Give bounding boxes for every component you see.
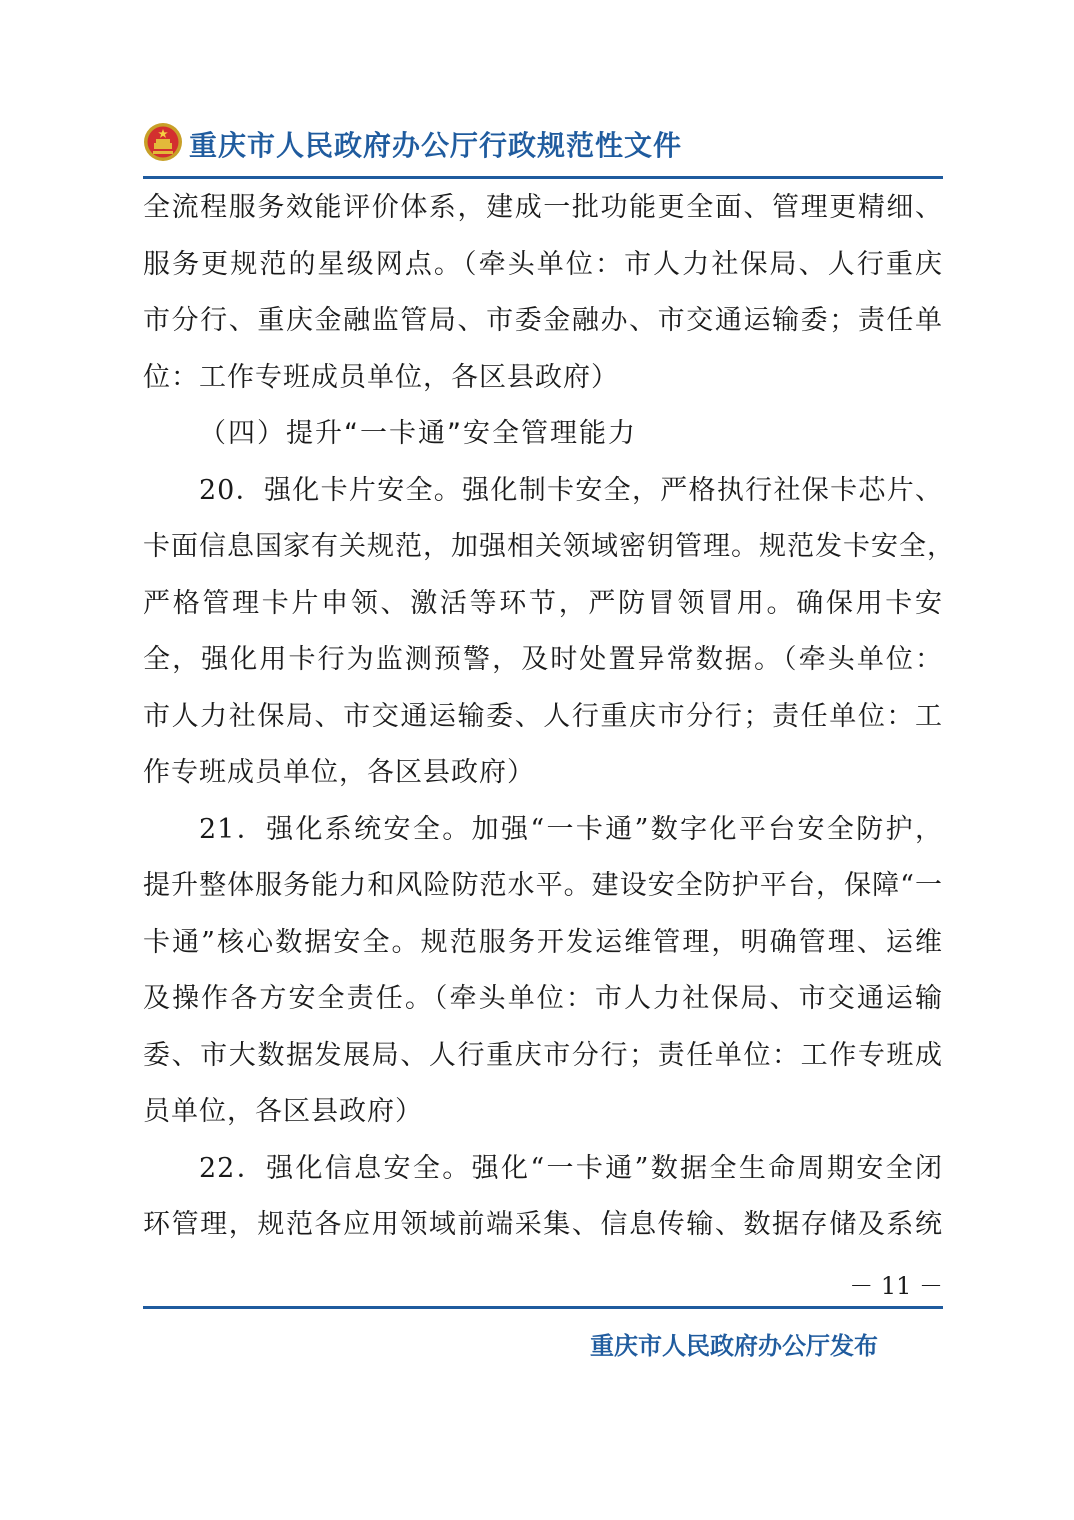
body-line: 全，强化用卡行为监测预警，及时处置异常数据。（牵头单位：	[143, 644, 943, 675]
body-line: 21．强化系统安全。加强“一卡通”数字化平台安全防护，	[199, 813, 943, 845]
document-body	[143, 180, 955, 1254]
document-header	[143, 118, 943, 174]
body-line: 提升整体服务能力和风险防范水平。建设安全防护平台，保障“一	[143, 870, 943, 901]
body-line: 环管理，规范各应用领域前端采集、信息传输、数据存储及系统	[143, 1209, 943, 1240]
body-line: 市人力社保局、市交通运输委、人行重庆市分行；责任单位：工	[143, 700, 943, 732]
page-number: － 11 －	[849, 1272, 943, 1300]
header-rule	[143, 176, 943, 179]
body-line: 22．强化信息安全。强化“一卡通”数据全生命周期安全闭	[199, 1152, 943, 1184]
national-emblem-icon	[143, 122, 183, 162]
header-title: 重庆市人民政府办公厅行政规范性文件	[189, 129, 683, 162]
body-line: 20．强化卡片安全。强化制卡安全，严格执行社保卡芯片、	[199, 474, 943, 506]
body-line: 位：工作专班成员单位，各区县政府）	[143, 361, 619, 393]
footer-publisher: 重庆市人民政府办公厅发布	[590, 1332, 878, 1360]
body-line: 作专班成员单位，各区县政府）	[143, 757, 535, 788]
body-line: 卡通”核心数据安全。规范服务开发运维管理，明确管理、运维	[143, 926, 943, 958]
body-line: 员单位，各区县政府）	[143, 1096, 423, 1127]
body-line: 市分行、重庆金融监管局、市委金融办、市交通运输委；责任单	[143, 305, 943, 336]
body-line: 卡面信息国家有关规范，加强相关领域密钥管理。规范发卡安全，	[143, 531, 955, 562]
body-line: 严格管理卡片申领、激活等环节，严防冒领冒用。确保用卡安	[143, 587, 943, 619]
body-line: 全流程服务效能评价体系，建成一批功能更全面、管理更精细、	[143, 192, 943, 223]
body-line: 及操作各方安全责任。（牵头单位：市人力社保局、市交通运输	[143, 983, 943, 1014]
footer-rule	[143, 1306, 943, 1309]
body-line: 服务更规范的星级网点。（牵头单位：市人力社保局、人行重庆	[143, 248, 943, 280]
section-heading: （四）提升“一卡通”安全管理能力	[199, 418, 637, 449]
body-line: 委、市大数据发展局、人行重庆市分行；责任单位：工作专班成	[143, 1039, 943, 1071]
